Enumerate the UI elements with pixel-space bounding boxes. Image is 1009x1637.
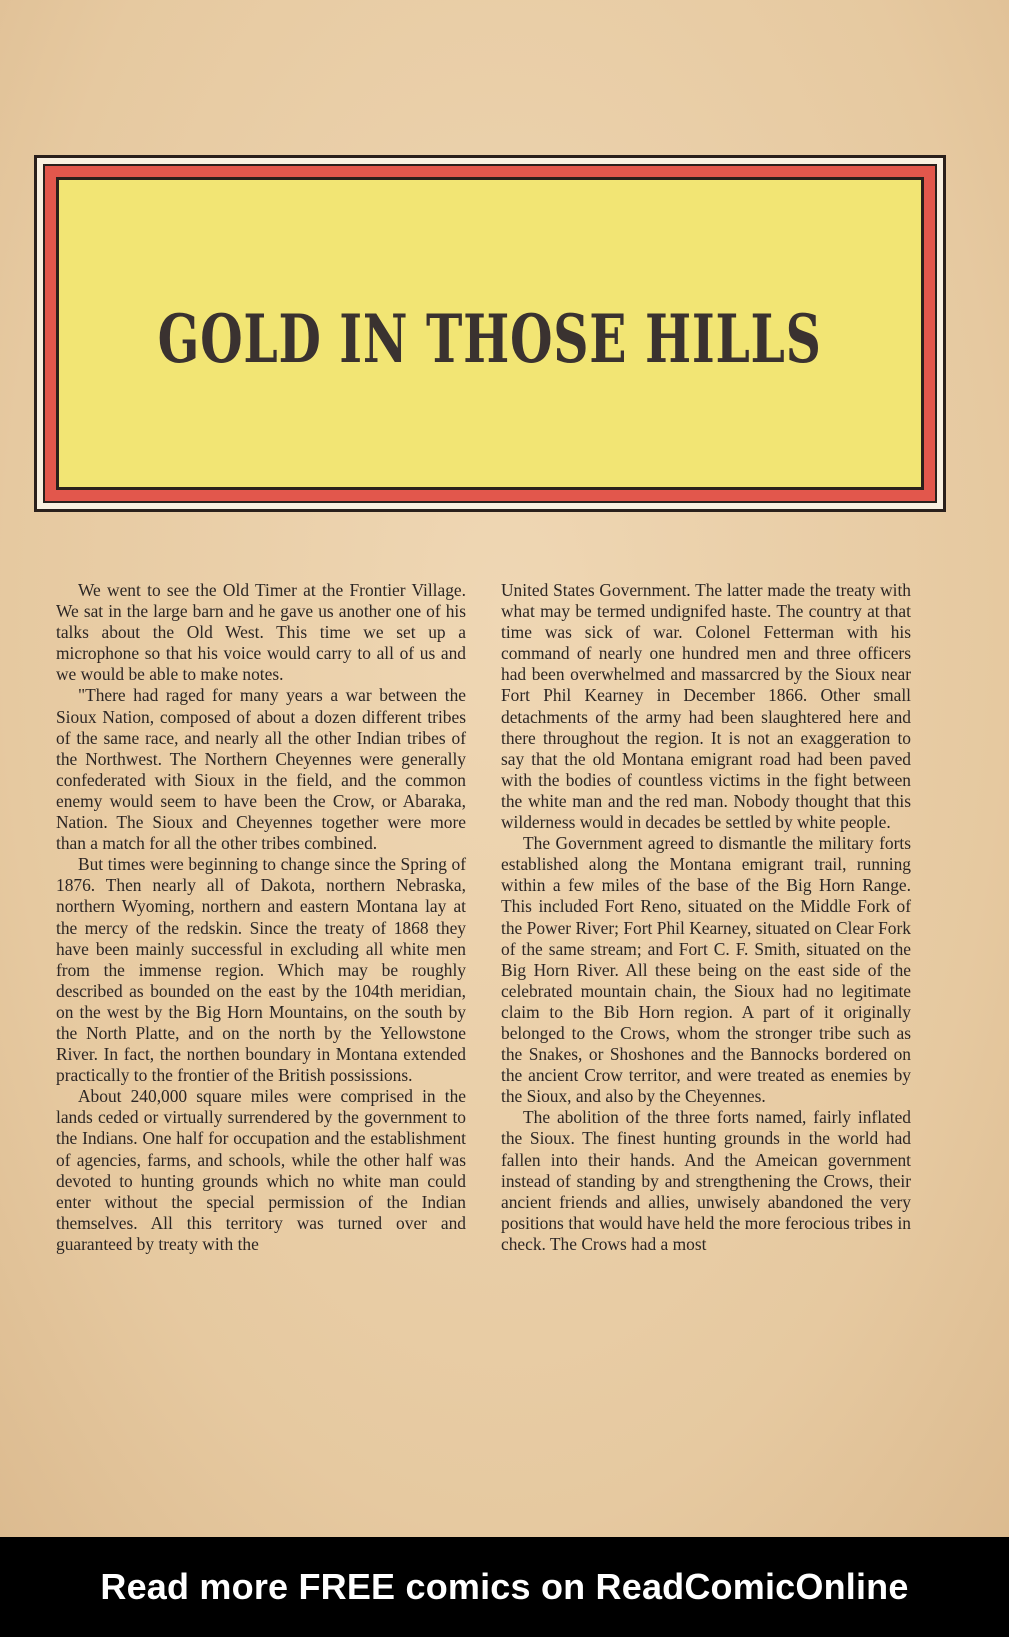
title-panel [34, 155, 946, 512]
title-panel-red-border [43, 164, 937, 503]
paragraph: But times were beginning to change since the Spring of 1876. Then nearly all of Dakota, northern Nebraska, northern Wyoming, northern and eastern Montana lay at the mercy of the redskin. Since the treaty of 1868 they have been mainly successful in excluding all white men from the immense region. Which may be roughly described as bounded on the east by the 104th meridian, on the west by the Big Horn Mountains, on the south by the North Platte, and on the north by the Yellowstone River. In fact, the northen boundary in Montana extended practically to the frontier of the British possissions. [56, 854, 466, 1086]
story-title: GOLD IN THOSE HILLS [158, 299, 822, 378]
promo-banner-text: Read more FREE comics on ReadComicOnline [100, 1566, 909, 1607]
promo-banner [0, 1537, 1009, 1637]
title-panel-yellow-box [56, 177, 924, 490]
right-column [501, 580, 911, 1255]
paragraph: About 240,000 square miles were comprised in the lands ceded or virtually surrendered by the government to the Indians. One half for occupation and the establishment of agencies, farms, and schools, while the other half was devoted to hunting grounds which no white man could enter without the special permission of the Indian themselves. All this territory was turned over and guaranteed by treaty with the [56, 1086, 466, 1254]
paragraph: United States Government. The latter made the treaty with what may be termed undignifed haste. The country at that time was sick of war. Colonel Fetterman with his command of nearly one hundred men and three officers had been overwhelmed and massarcred by the Sioux near Fort Phil Kearney in December 1866. Other small detachments of the army had been slaughtered here and there throughout the region. It is not an exaggeration to say that the old Montana emigrant road had been paved with the bodies of countless victims in the fight between the white man and the red man. Nobody thought that this wilderness would in decades be settled by white people. [501, 580, 911, 833]
paragraph: "There had raged for many years a war between the Sioux Nation, composed of about a dozen different tribes of the same race, and nearly all the other Indian tribes of the Northwest. The Northern Cheyennes were generally confederated with Sioux in the field, and the common enemy would seem to have been the Crow, or Abaraka, Nation. The Sioux and Cheyennes together were more than a match for all the other tribes combined. [56, 685, 466, 854]
paragraph: We went to see the Old Timer at the Frontier Village. We sat in the large barn and he gave us another one of his talks about the Old West. This time we set up a microphone so that his voice would carry to all of us and we would be able to make notes. [56, 580, 466, 685]
text-columns [56, 580, 932, 1410]
left-column [56, 580, 466, 1255]
paragraph: The abolition of the three forts named, fairly inflated the Sioux. The finest hunting grounds in the world had fallen into their hands. And the Ameican government instead of standing by and strengthening the Crows, their ancient friends and allies, unwisely abandoned the very positions that would have held the more ferocious tribes in check. The Crows had a most [501, 1107, 911, 1254]
paragraph: The Government agreed to dismantle the military forts established along the Montana emigrant trail, running within a few miles of the base of the Big Horn Range. This included Fort Reno, situated on the Middle Fork of the Power River; Fort Phil Kearney, situated on Clear Fork of the same stream; and Fort C. F. Smith, situated on the Big Horn River. All these being on the east side of the celebrated mountain chain, the Sioux had no legitimate claim to the Bib Horn region. A part of it originally belonged to the Crows, whom the stronger tribe such as the Snakes, or Shoshones and the Bannocks bordered on the ancient Crow territor, and were treated as enemies by the Sioux, and also by the Cheyennes. [501, 833, 911, 1107]
